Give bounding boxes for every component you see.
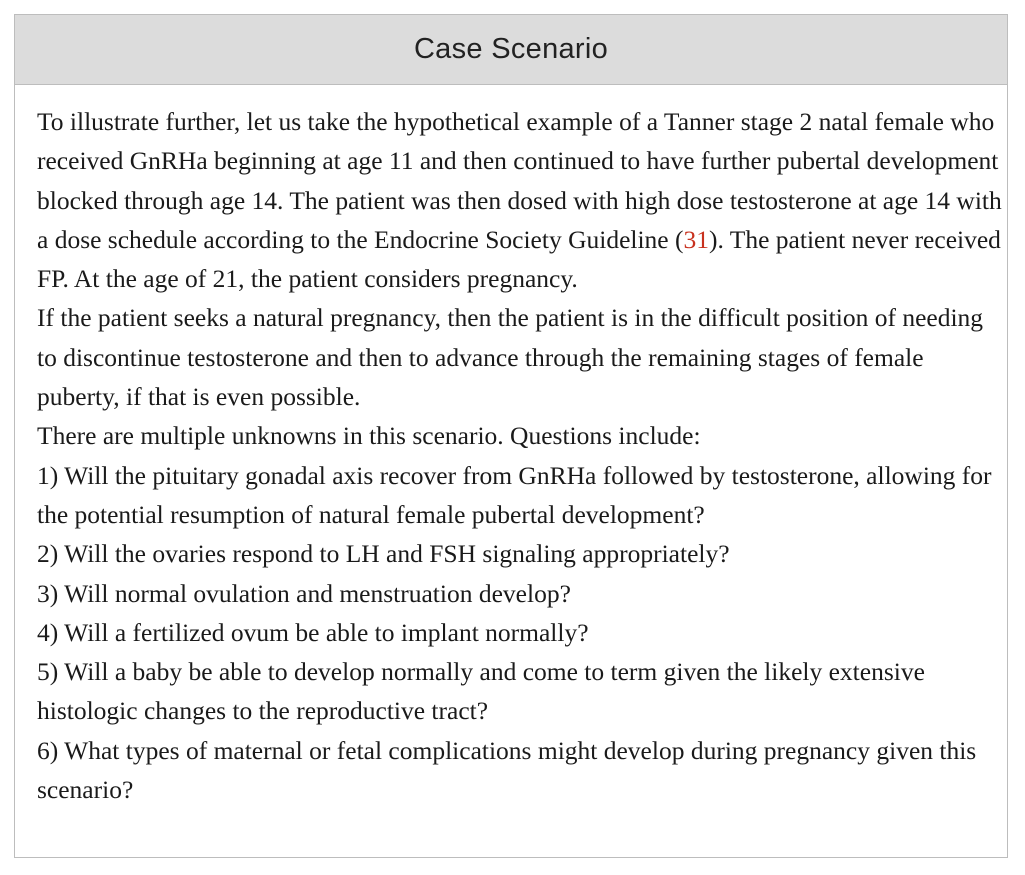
box-body	[15, 85, 1007, 809]
question-4: 4) Will a fertilized ovum be able to implant normally?	[37, 617, 589, 647]
question-1: 1) Will the pituitary gonadal axis recover from GnRHa followed by testosterone, allowing for the potential resumption of natural female pubertal development?	[37, 460, 992, 529]
box-title: Case Scenario	[413, 33, 609, 65]
natural-pregnancy-paragraph: If the patient seeks a natural pregnancy, then the patient is in the difficult position of needing to discontinue testosterone and then to advance through the remaining stages of female puberty, if that is even possible.	[37, 303, 984, 412]
question-6: 6) What types of maternal or fetal complications might develop during pregnancy given this scenario?	[37, 735, 977, 805]
question-5: 5) Will a baby be able to develop normally and come to term given the likely extensive histologic changes to the reproductive tract?	[37, 657, 925, 726]
reference-link[interactable]: 31	[683, 224, 709, 254]
question-3: 3) Will normal ovulation and menstruation develop?	[37, 578, 571, 608]
intro-paragraph	[37, 102, 1007, 298]
intro-text-after-ref: ). The patient never received FP. At the age of 21, the patient considers pregnancy.	[37, 224, 1001, 294]
box-header	[15, 15, 1007, 85]
question-2: 2) Will the ovaries respond to LH and FSH signaling appropriately?	[37, 539, 730, 569]
unknowns-paragraph: There are multiple unknowns in this scenario. Questions include:	[37, 421, 701, 451]
intro-text-before-ref: To illustrate further, let us take the hypothetical example of a Tanner stage 2 natal female who received GnRHa beginning at age 11 and then continued to have further pubertal development blocked through age 14. The patient was then dosed with high dose testosterone at age 14 with a dose schedule according to the Endocrine Society Guideline (	[37, 107, 1002, 254]
case-scenario-box	[14, 14, 1008, 858]
